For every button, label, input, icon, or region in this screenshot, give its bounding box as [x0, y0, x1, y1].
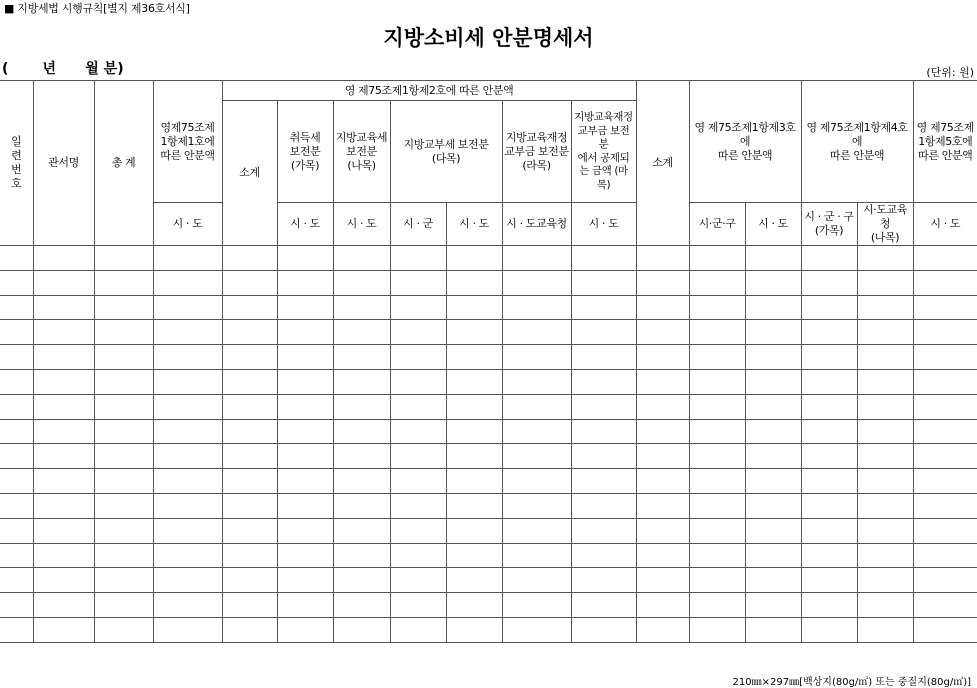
table-row: [0, 345, 977, 370]
table-cell[interactable]: [0, 320, 33, 345]
table-row: [0, 469, 977, 494]
period-field: ( 년 월 분): [2, 61, 124, 77]
form-number-label: ■ 지방세법 시행규칙[별지 제36호서식]: [4, 2, 190, 15]
table-cell[interactable]: [0, 568, 33, 593]
col-grand-total: 총 계: [94, 81, 153, 246]
table-row: [0, 419, 977, 444]
table-cell[interactable]: [0, 444, 33, 469]
col-clause1-amount: 영제75조제 1항제1호에 따른 안분액: [153, 81, 222, 203]
table-cell[interactable]: [0, 419, 33, 444]
table-cell[interactable]: [0, 369, 33, 394]
table-cell[interactable]: [0, 493, 33, 518]
sub-education-sido: 시 · 도: [333, 203, 390, 246]
sub-clause1-sido: 시 · 도: [153, 203, 222, 246]
col-clause2-subtotal: 소계: [222, 101, 277, 246]
col-education-deduction: 지방교육재정 교부금 보전 분 에서 공제되 는 금액 (마 목): [571, 101, 636, 203]
col-clause5-amount: 영 제75조제 1항제5호에 따른 안분액: [913, 81, 977, 203]
sub-acquisition-sido: 시 · 도: [277, 203, 333, 246]
sub-clause4-sigungu: 시 · 군 · 구 (가목): [801, 203, 857, 246]
table-row: [0, 518, 977, 543]
col-education-grant: 지방교육재정 교부금 보전분 (라목): [502, 101, 571, 203]
sub-grant-sido: 시 · 도: [446, 203, 502, 246]
table-row: [0, 493, 977, 518]
paper-spec-footer: 210㎜×297㎜[백상지(80g/㎡) 또는 중질지(80g/㎡)]: [732, 677, 971, 688]
col-serial-number: 일 련 번 호: [0, 81, 33, 246]
sub-deduction-sido: 시 · 도: [571, 203, 636, 246]
table-row: [0, 394, 977, 419]
table-row: [0, 320, 977, 345]
table-cell[interactable]: [0, 270, 33, 295]
table-cell[interactable]: [0, 394, 33, 419]
sub-clause3-sigungu: 시·군·구: [689, 203, 745, 246]
col-clause3-amount: 영 제75조제1항제3호에 따른 안분액: [689, 81, 801, 203]
col-clause4-amount: 영 제75조제1항제4호에 따른 안분액: [801, 81, 913, 203]
col-subtotal-overall: 소계: [636, 81, 689, 246]
table-cell[interactable]: [0, 617, 33, 642]
table-cell[interactable]: [0, 345, 33, 370]
table-cell[interactable]: [0, 246, 33, 271]
col-group-clause2: 영 제75조제1항제2호에 따른 안분액: [222, 81, 636, 101]
sub-clause5-sido: 시 · 도: [913, 203, 977, 246]
apportionment-table: [0, 80, 977, 643]
sub-grant-education-office: 시 · 도교육청: [502, 203, 571, 246]
table-cell[interactable]: [0, 469, 33, 494]
table-cell[interactable]: [0, 518, 33, 543]
table-row: [0, 568, 977, 593]
table-cell[interactable]: [0, 543, 33, 568]
table-row: [0, 444, 977, 469]
table-row: [0, 246, 977, 271]
table-cell[interactable]: [0, 295, 33, 320]
table-row: [0, 270, 977, 295]
col-education-tax: 지방교육세 보전분 (나목): [333, 101, 390, 203]
sub-grant-sigun: 시 · 군: [390, 203, 446, 246]
col-office-name: 관서명: [33, 81, 94, 246]
table-row: [0, 617, 977, 642]
table-row: [0, 295, 977, 320]
table-row: [0, 369, 977, 394]
col-grant-tax: 지방교부세 보전분 (다목): [390, 101, 502, 203]
document-title: 지방소비세 안분명세서: [383, 26, 594, 50]
data-rows: [0, 246, 977, 643]
table-cell[interactable]: [0, 593, 33, 618]
unit-label: (단위: 원): [926, 66, 974, 79]
sub-clause4-education-office: 시·도교육청 (나목): [857, 203, 913, 246]
table-row: [0, 593, 977, 618]
sub-clause3-sido: 시 · 도: [745, 203, 801, 246]
table-row: [0, 543, 977, 568]
col-acquisition-tax: 취득세 보전분 (가목): [277, 101, 333, 203]
